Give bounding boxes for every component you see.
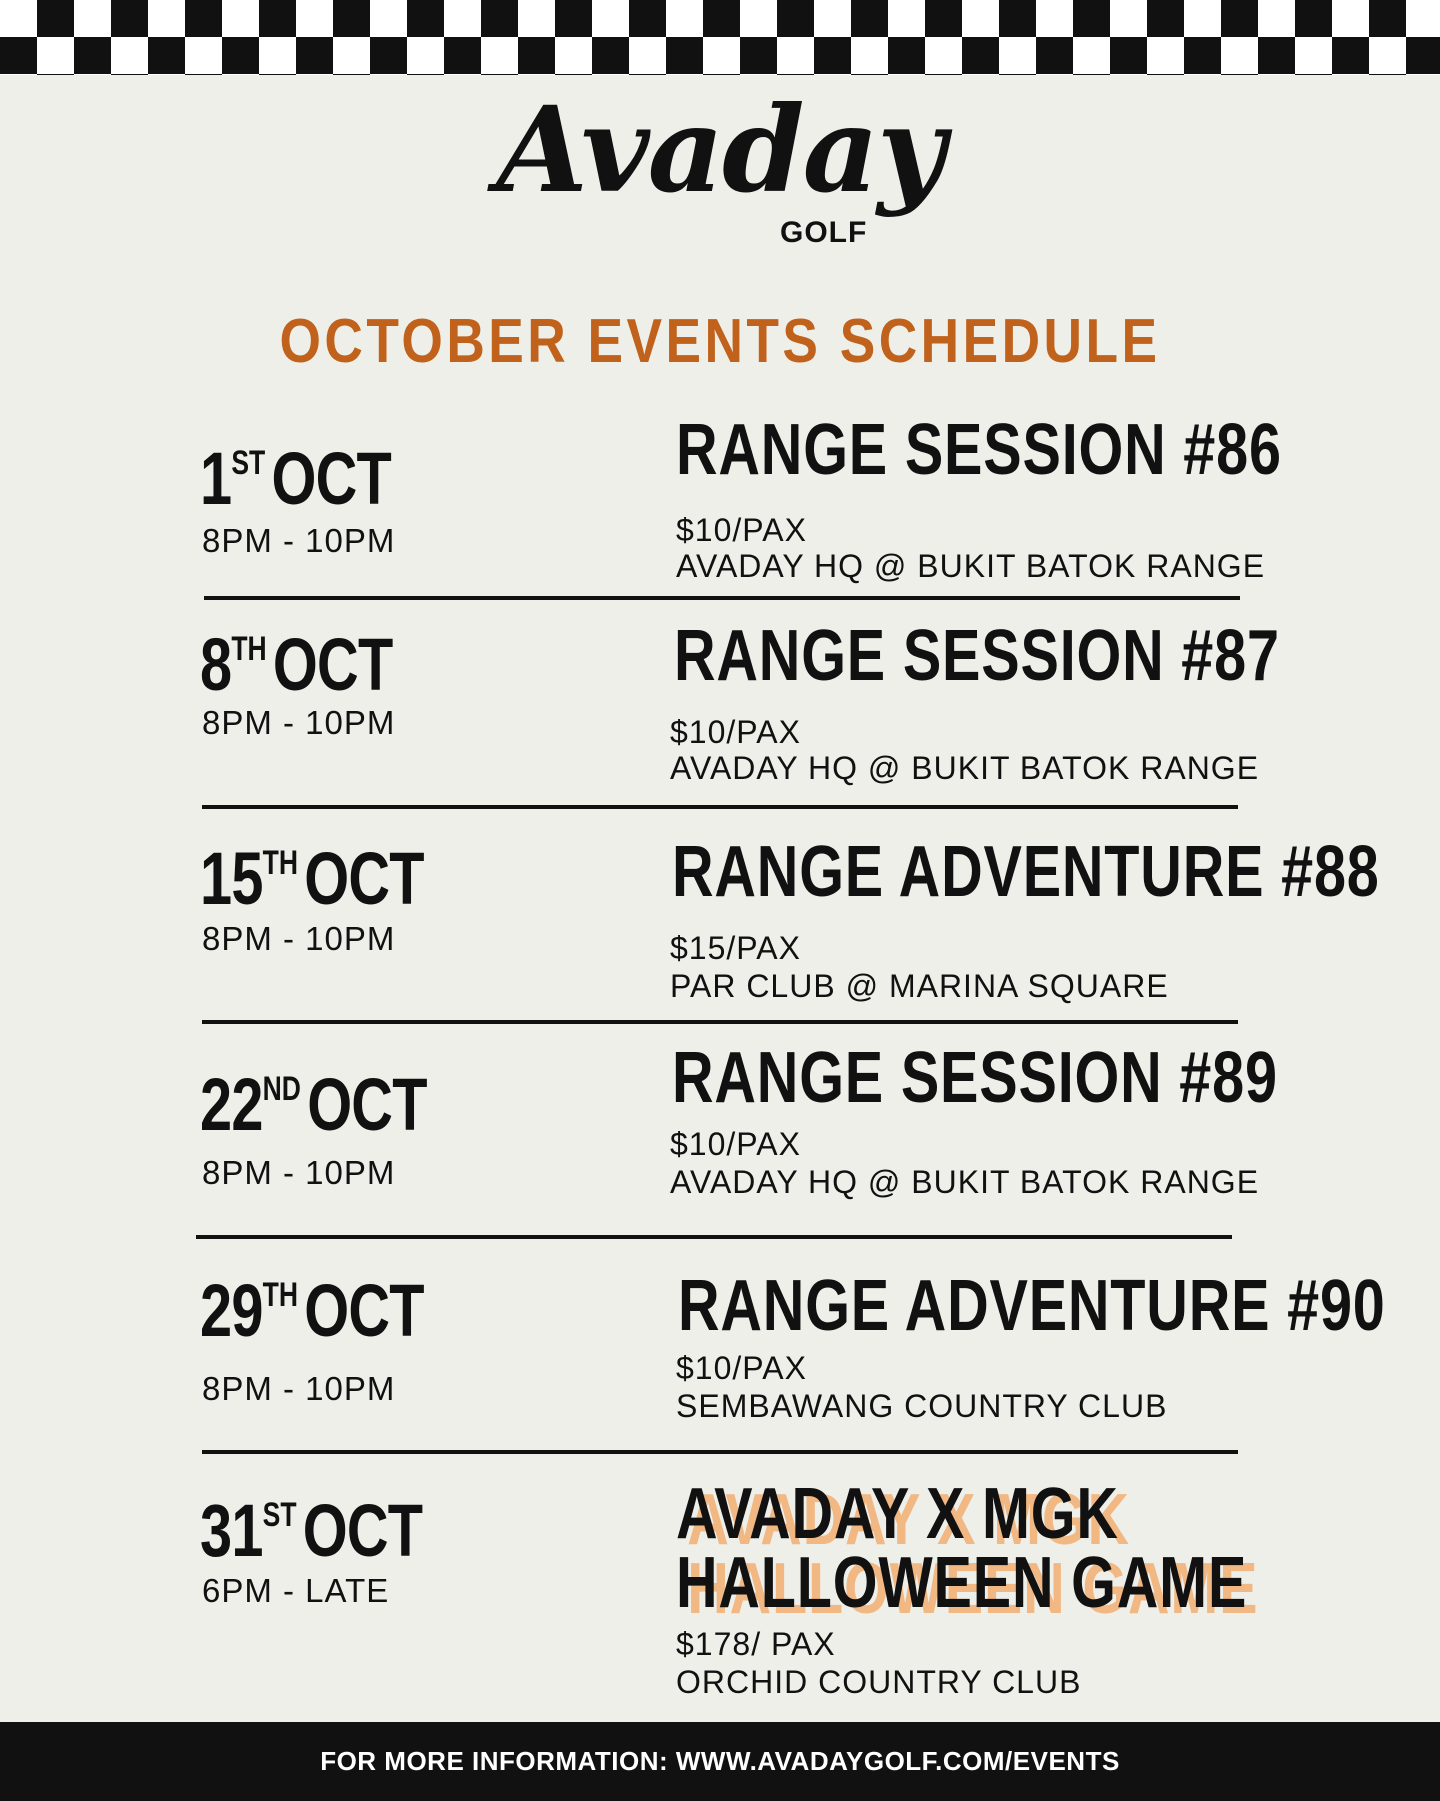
event-date: 31STOCT: [200, 1489, 423, 1572]
event-venue: PAR CLUB @ MARINA SQUARE: [670, 968, 1169, 1004]
event-time: 8PM - 10PM: [202, 1370, 396, 1407]
event-venue: SEMBAWANG COUNTRY CLUB: [676, 1388, 1168, 1424]
avaday-golf-logo: [0, 80, 1440, 280]
logo-script: Avaday: [496, 80, 944, 219]
logo-tag: GOLF: [780, 216, 868, 249]
event-price: $10/PAX: [670, 1126, 801, 1162]
event-price: $10/PAX: [676, 1350, 807, 1386]
checkered-border: [0, 0, 1440, 75]
date-suffix: ST: [231, 444, 266, 482]
date-suffix: TH: [262, 844, 298, 882]
event-venue: AVADAY HQ @ BUKIT BATOK RANGE: [670, 1164, 1260, 1200]
date-suffix: ST: [262, 1496, 297, 1534]
event-date: 15THOCT: [200, 837, 424, 920]
event-date: 22NDOCT: [200, 1063, 427, 1146]
event-time: 6PM - LATE: [202, 1572, 390, 1609]
date-suffix: ND: [262, 1070, 301, 1108]
event-venue: ORCHID COUNTRY CLUB: [676, 1664, 1082, 1700]
event-time: 8PM - 10PM: [202, 1154, 396, 1191]
event-title: RANGE ADVENTURE #88: [672, 832, 1380, 912]
event-time: 8PM - 10PM: [202, 522, 396, 559]
event-time: 8PM - 10PM: [202, 704, 396, 741]
event-title-line: HALLOWEEN GAME: [676, 1543, 1248, 1624]
footer-info: FOR MORE INFORMATION: WWW.AVADAYGOLF.COM/EVENTS: [0, 1722, 1440, 1801]
page-title: OCTOBER EVENTS SCHEDULE: [279, 307, 1161, 376]
date-suffix: TH: [231, 630, 267, 668]
event-date: 29THOCT: [200, 1269, 424, 1352]
event-title: RANGE SESSION #86: [676, 410, 1282, 490]
event-price: $178/ PAX: [676, 1626, 836, 1662]
event-price: $10/PAX: [670, 714, 801, 750]
divider: [196, 1235, 1232, 1239]
event-time: 8PM - 10PM: [202, 920, 396, 957]
divider: [202, 1020, 1238, 1024]
divider: [202, 1450, 1238, 1454]
event-title-line: AVADAY X MGK: [676, 1474, 1119, 1554]
event-venue: AVADAY HQ @ BUKIT BATOK RANGE: [676, 548, 1266, 584]
event-date: 1STOCT: [200, 437, 391, 520]
divider: [202, 805, 1238, 809]
event-date: 8THOCT: [200, 623, 393, 706]
event-title: RANGE SESSION #87: [674, 616, 1280, 696]
event-venue: AVADAY HQ @ BUKIT BATOK RANGE: [670, 750, 1260, 786]
date-suffix: TH: [262, 1276, 298, 1314]
divider: [204, 596, 1240, 600]
event-price: $10/PAX: [676, 512, 807, 548]
event-title: [676, 1474, 1248, 1624]
event-title: RANGE ADVENTURE #90: [678, 1266, 1386, 1346]
event-title: RANGE SESSION #89: [672, 1038, 1278, 1118]
event-price: $15/PAX: [670, 930, 801, 966]
